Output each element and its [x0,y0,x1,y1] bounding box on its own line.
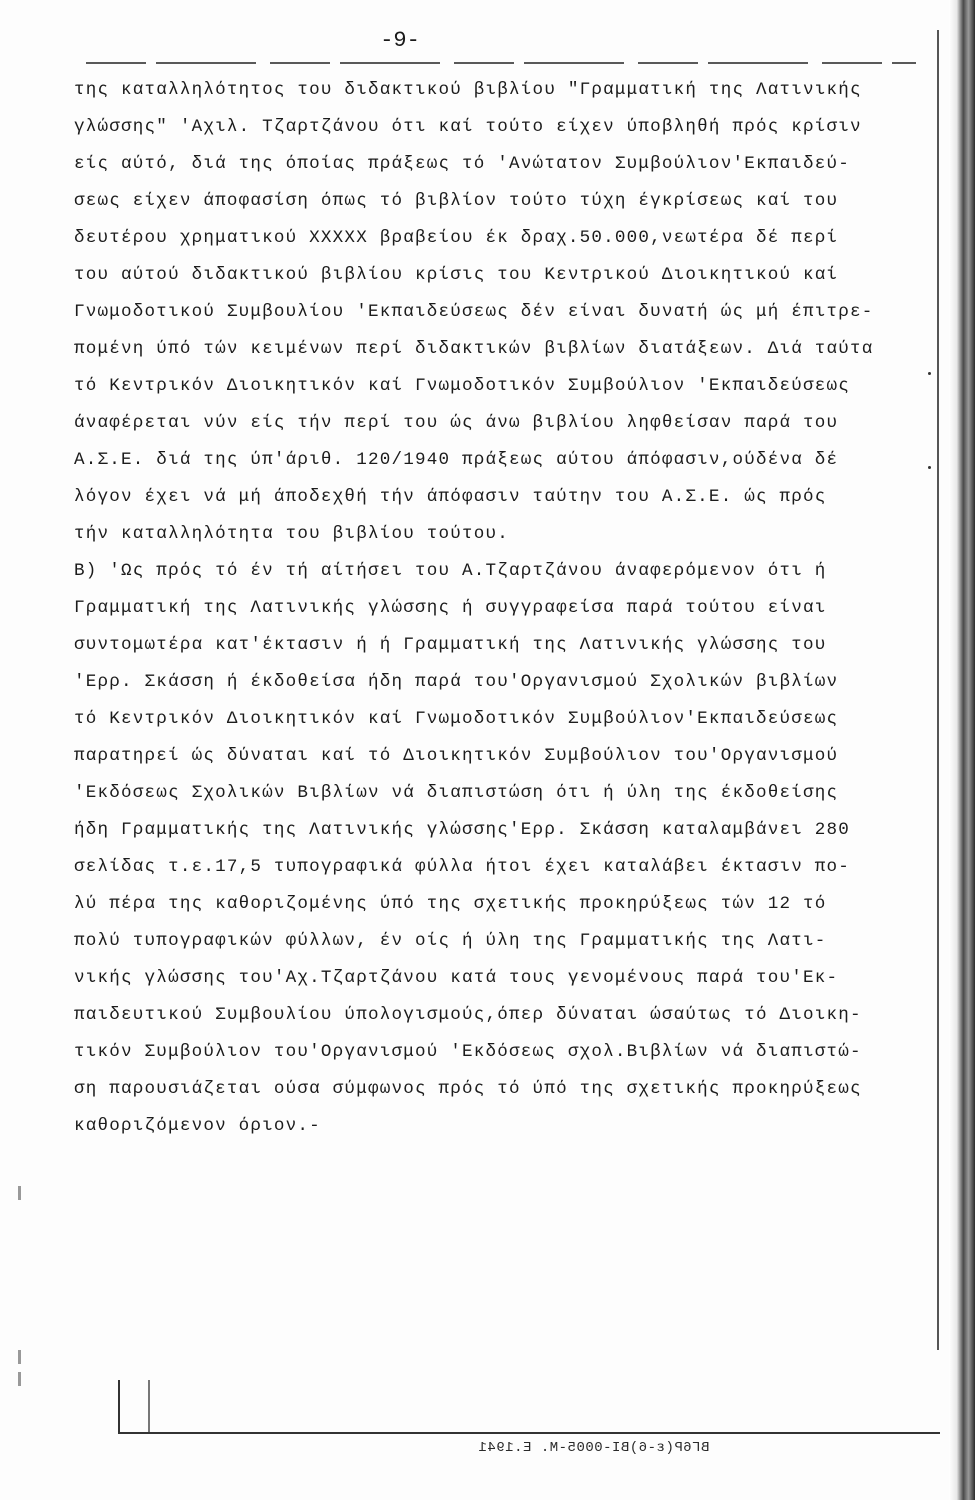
text-line: τό Κεντρικόν Διοικητικόν καί Γνωμοδοτικόν Συμβούλιον'Εκπαιδεύσεως [74,709,839,729]
bottom-frame [118,1380,940,1434]
text-line: της καταλληλότητος του διδακτικού βιβλίου "Γραμματική της Λατινικής [74,80,862,100]
text-line: Β) 'Ως πρός τό έν τή αίτήσει του Α.Τζαρτζάνου άναφερόμενον ότι ή [74,561,827,581]
text-line: λόγον έχει νά μή άποδεχθή τήν άπόφασιν ταύτην του Α.Σ.Ε. ώς πρός [74,487,827,507]
text-line: λύ πέρα της καθοριζομένης ύπό της σχετικής προκηρύξεως τών 12 τό [74,894,827,914]
text-line: είς αύτό, διά της όποίας πράξεως τό 'Ανώτατον Συμβούλιον'Εκπαιδεύ- [74,154,851,174]
text-line: Α.Σ.Ε. διά της ύπ'άριθ. 120/1940 πράξεως αύτου άπόφασιν,ούδένα δέ [74,450,839,470]
text-line: 'Ερρ. Σκάσση ή έκδοθείσα ήδη παρά του'Οργανισμού Σχολικών βιβλίων [74,672,839,692]
frame-tick [148,1380,150,1432]
text-line: ήδη Γραμματικής της Λατινικής γλώσσης'Ερρ. Σκάσση καταλαμβάνει 280 [74,820,851,840]
text-line: πομένη ύπό τών κειμένων περί διδακτικών βιβλίων διατάξεων. Διά ταύτα [74,339,874,359]
page-number: -9- [380,28,420,53]
text-line: γλώσσης" 'Αχιλ. Τζαρτζάνου ότι καί τούτο είχεν ύποβληθή πρός κρίσιν [74,117,862,137]
text-line: τήν καταλληλότητα του βιβλίου τούτου. [74,524,510,544]
binding-edge [949,0,975,1500]
text-line: Γνωμοδοτικού Συμβουλίου 'Εκπαιδεύσεως δέν είναι δυνατή ώς μή έπιτρε- [74,302,874,322]
text-line: 'Εκδόσεως Σχολικών Βιβλίων νά διαπιστώση ότι ή ύλη της έκδοθείσης [74,783,839,803]
text-line: άναφέρεται νύν είς τήν περί του ώς άνω βιβλίου ληφθείσαν παρά του [74,413,839,433]
text-line: καθοριζόμενον όριον.- [74,1116,321,1136]
text-line: Γραμματική της Λατινικής γλώσσης ή συγγραφείσα παρά τούτου είναι [74,598,827,618]
text-line: σεως είχεν άποφασίση όπως τό βιβλίον τούτο τύχη έγκρίσεως καί του [74,191,839,211]
text-line: δευτέρου χρηματικού ΧΧΧΧΧ βραβείου έκ δραχ.50.000,νεωτέρα δέ περί [74,228,839,248]
margin-mark [18,1372,21,1386]
footer-print-stamp: ΒΓ6Ρ(ε-6)ΒΙ-0005-Μ. Ε.1941 [478,1440,710,1456]
text-line: ση παρουσιάζεται ούσα σύμφωνος πρός τό ύπό της σχετικής προκηρύξεως [74,1079,862,1099]
margin-mark [18,1186,21,1200]
text-line: τό Κεντρικόν Διοικητικόν καί Γνωμοδοτικόν Συμβούλιον 'Εκπαιδεύσεως [74,376,851,396]
text-line: πολύ τυπογραφικών φύλλων, έν οίς ή ύλη της Γραμματικής της Λατι- [74,931,827,951]
text-line: παρατηρεί ώς δύναται καί τό Διοικητικόν Συμβούλιον του'Οργανισμού [74,746,839,766]
margin-mark [18,1350,21,1364]
edge-dot [928,372,931,375]
text-line: νικής γλώσσης του'Αχ.Τζαρτζάνου κατά τους γενομένους παρά του'Εκ- [74,968,839,988]
edge-dot [928,466,931,469]
text-line: παιδευτικού Συμβουλίου ύπολογισμούς,όπερ δύναται ώσαύτως τό Διοικη- [74,1005,862,1025]
text-line: του αύτού διδακτικού βιβλίου κρίσις του Κεντρικού Διοικητικού καί [74,265,839,285]
text-line: τικόν Συμβούλιον του'Οργανισμού 'Εκδόσεως σχολ.Βιβλίων νά διαπιστώ- [74,1042,862,1062]
typewritten-text [74,72,936,1145]
top-rule [86,62,916,64]
text-line: σελίδας τ.ε.17,5 τυπογραφικά φύλλα ήτοι έχει καταλάβει έκτασιν πο- [74,857,851,877]
text-line: συντομωτέρα κατ'έκτασιν ή ή Γραμματική της Λατινικής γλώσσης του [74,635,827,655]
binding-line [937,30,939,1350]
